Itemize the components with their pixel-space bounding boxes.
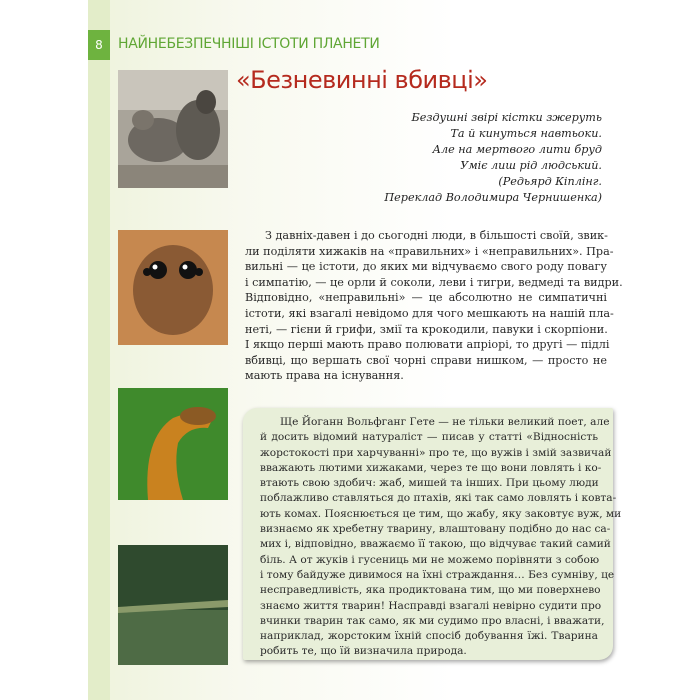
page-number: 8 bbox=[88, 30, 110, 60]
text-line: ли поділяти хижаків на «правильних» і «неправильних». Пра- bbox=[245, 244, 614, 258]
spider-photo bbox=[118, 230, 228, 345]
text-line: Відповідно, «неправильні» — це абсолютно не симпатичні bbox=[245, 291, 607, 305]
article-title: «Безневинні вбивці» bbox=[236, 66, 488, 94]
text-line: біль. А от жуків і гусениць ми не можемо порівняти з собою bbox=[260, 553, 600, 566]
body-paragraph bbox=[245, 228, 623, 384]
poem-line: Уміє лиш рід людський. bbox=[460, 159, 602, 172]
poem-translator: Переклад Володимира Чернишенка) bbox=[384, 191, 602, 204]
text-line: жорстокості при харчуванні» про те, що вужів і змій зазвичай bbox=[260, 446, 612, 459]
text-line: З давніх-давен і до сьогодні люди, в більшості своїй, звик- bbox=[265, 229, 608, 242]
text-line: вчинки тварин так само, як ми судимо про власні, і вважати, bbox=[260, 614, 605, 627]
text-line: і тому байдуже дивимося на їхні страждання… Без сумніву, це bbox=[260, 568, 615, 581]
epigraph-poem bbox=[384, 110, 602, 206]
text-line: і симпатію, — це орли й соколи, леви і тигри, ведмеді та видри. bbox=[245, 275, 623, 289]
margin-strip bbox=[88, 0, 110, 700]
poem-attribution: (Редьярд Кіплінг. bbox=[498, 175, 602, 188]
poem-line: Але на мертвого лити бруд bbox=[432, 143, 602, 156]
text-line: втають свою здобич: жаб, мишей та інших. При цьому люди bbox=[260, 477, 599, 490]
running-title: НАЙНЕБЕЗПЕЧНІШІ ІСТОТИ ПЛАНЕТИ bbox=[118, 36, 380, 52]
text-line: несправедливість, яка продиктована тим, що ми поверхнево bbox=[260, 584, 601, 597]
cobra-photo bbox=[118, 388, 228, 500]
sidebar-box-text bbox=[260, 415, 622, 660]
text-line: ють комах. Пояснюється це тим, що жабу, яку заковтує вуж, ми bbox=[260, 507, 622, 520]
text-line: поблажливо ставляться до птахів, які так само ловлять і ковта- bbox=[260, 492, 617, 505]
text-line: визнаємо як хребетну тварину, влаштовану подібно до нас са- bbox=[260, 523, 611, 536]
text-line: вважають лютими хижаками, через те що вони ловлять і ко- bbox=[260, 461, 602, 474]
gharial-photo bbox=[118, 545, 228, 665]
text-line: вильні — це істоти, до яких ми відчуваємо свого роду повагу bbox=[245, 260, 607, 274]
text-line: мих і, відповідно, вважаємо її такою, що відчуває такий самий bbox=[260, 538, 611, 551]
hyenas-photo bbox=[118, 70, 228, 188]
text-line: неті, — гієни й грифи, змії та крокодили, павуки і скорпіони. bbox=[245, 322, 608, 336]
text-line: вбивці, що вершать свої чорні справи нишком, — просто не bbox=[245, 353, 607, 367]
text-line: знаємо життя тварин! Насправді взагалі невірно судити про bbox=[260, 599, 602, 612]
poem-line: Та й кинуться навтьоки. bbox=[450, 127, 602, 140]
text-line: наприклад, жорстоким їхній спосіб добування їжі. Тварина bbox=[260, 630, 598, 643]
text-line: Ще Йоганн Вольфганг Гете — не тільки великий поет, але bbox=[280, 416, 610, 428]
text-line: мають права на існування. bbox=[245, 369, 404, 383]
poem-line: Бездушні звірі кістки зжеруть bbox=[411, 111, 602, 124]
text-line: істоти, які взагалі невідомо для чого мешкають на нашій пла- bbox=[245, 306, 614, 320]
text-line: й досить відомий натураліст — писав у статті «Відносність bbox=[260, 431, 598, 444]
text-line: І якщо перші мають право полювати апріорі, то другі — підлі bbox=[245, 338, 610, 352]
text-line: робить те, що їй визначила природа. bbox=[260, 645, 467, 658]
